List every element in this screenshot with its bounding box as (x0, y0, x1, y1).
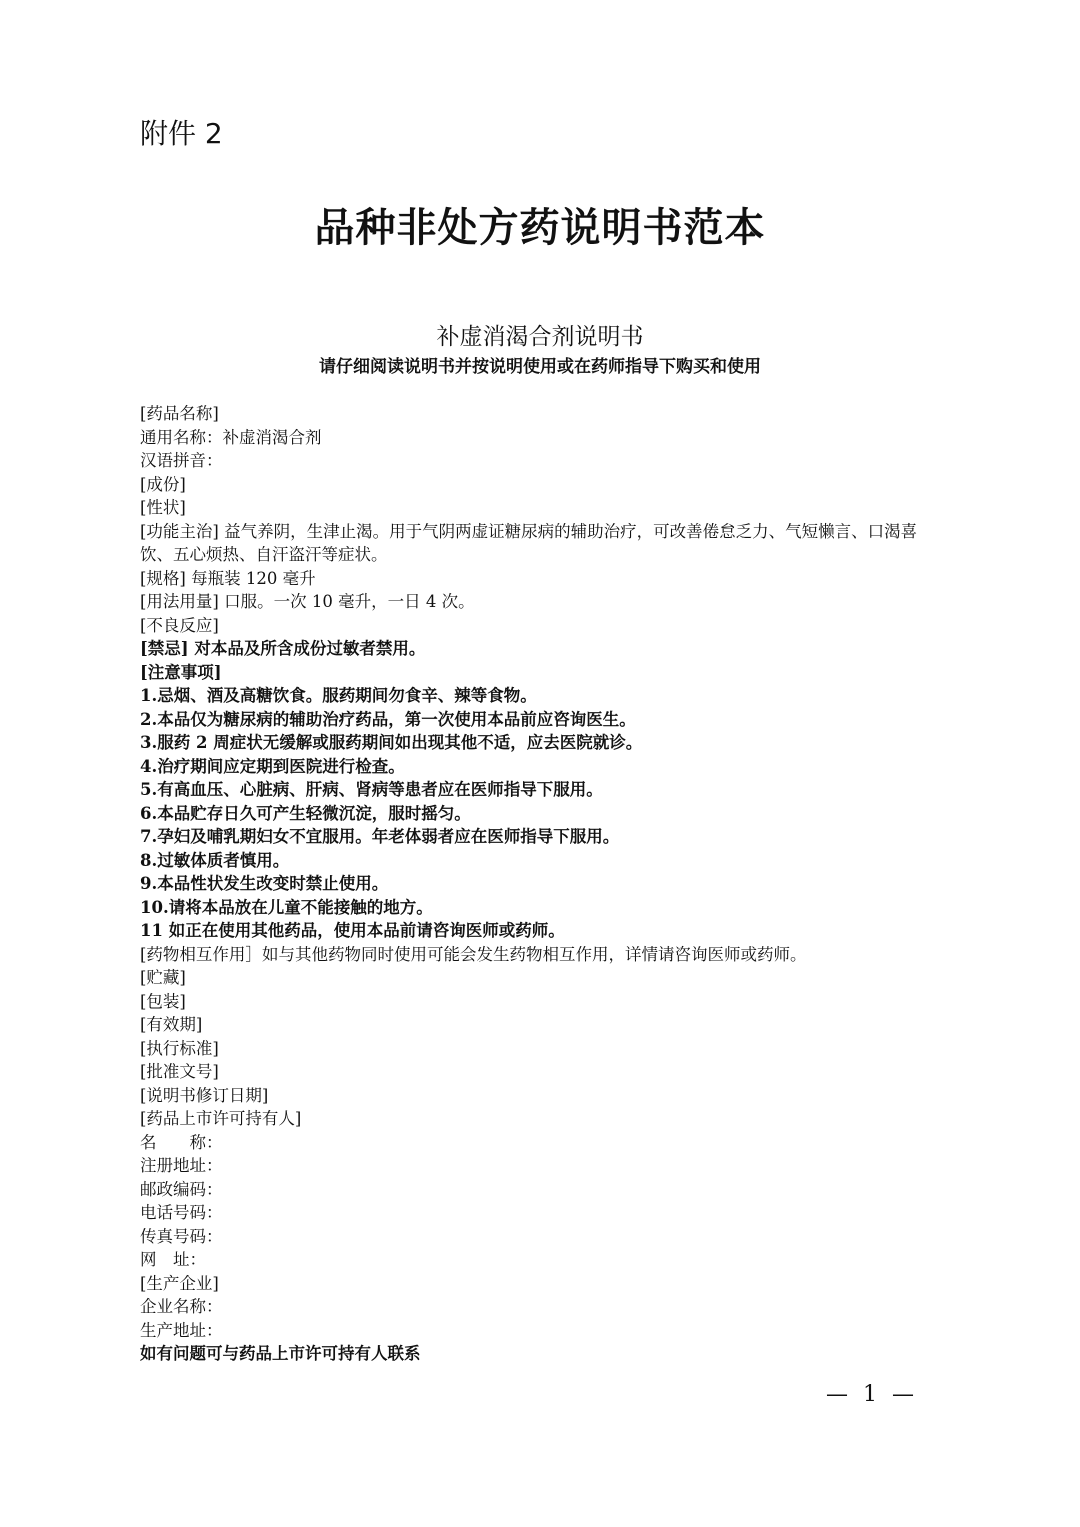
license-holder-label: [药品上市许可持有人] (140, 1109, 302, 1128)
storage-label: [贮藏] (140, 968, 186, 987)
interaction-label: [药物相互作用］ (140, 944, 262, 964)
usage-text: 口服。一次 10 毫升，一日 4 次。 (218, 592, 475, 611)
generic-name: 通用名称：补虚消渴合剂 (140, 427, 322, 447)
drug-name-label: [药品名称] (140, 404, 219, 423)
spec-text: 每瓶装 120 毫升 (185, 568, 316, 588)
usage-label: [用法用量] (140, 592, 219, 611)
precaution-item: 9.本品性状发生改变时禁止使用。 (140, 874, 389, 893)
interaction-text: 如与其他药物同时使用可能会发生药物相互作用，详情请咨询医师或药师。 (261, 944, 807, 964)
holder-phone: 电话号码： (140, 1203, 223, 1222)
ingredients-label: [成份] (140, 474, 186, 494)
precaution-item: 4.治疗期间应定期到医院进行检查。 (140, 756, 405, 776)
standard-label: [执行标准] (140, 1038, 219, 1058)
precaution-item: 6.本品贮存日久可产生轻微沉淀，服时摇匀。 (140, 803, 471, 823)
precaution-item: 8.过敏体质者慎用。 (140, 850, 290, 870)
contraindications (140, 637, 950, 661)
usage-dosage (140, 590, 950, 614)
holder-address: 注册地址： (140, 1156, 223, 1175)
page-number: — 1 — (826, 1382, 918, 1407)
manufacturer-address: 生产地址： (140, 1320, 223, 1340)
contact-note: 如有问题可与药品上市许可持有人联系 (140, 1344, 421, 1363)
precaution-item: 10.请将本品放在儿童不能接触的地方。 (140, 897, 433, 917)
manufacturer-name: 企业名称： (140, 1297, 223, 1316)
holder-postcode: 邮政编码： (140, 1179, 223, 1199)
indications-text: 益气养阴，生津止渴。用于气阴两虚证糖尿病的辅助治疗，可改善倦怠乏力、气短懒言、口渴喜饮、五心烦热、自汗盗汗等症状。 (140, 521, 918, 564)
page-title: 品种非处方药说明书范本 (314, 204, 766, 251)
holder-fax: 传真号码： (140, 1226, 223, 1246)
properties-label: [性状] (140, 498, 186, 517)
contra-text: 对本品及所含成份过敏者禁用。 (188, 639, 426, 658)
drug-interactions (140, 943, 950, 967)
package-label: [包装] (140, 991, 186, 1011)
revision-date-label: [说明书修订日期] (140, 1085, 269, 1105)
precaution-item: 2.本品仅为糖尿病的辅助治疗药品，第一次使用本品前应咨询医生。 (140, 709, 636, 729)
spec-label: [规格] (140, 568, 186, 588)
reading-notice: 请仔细阅读说明书并按说明使用或在药师指导下购买和使用 (319, 357, 761, 377)
precaution-item: 3.服药 2 周症状无缓解或服药期间如出现其他不适，应去医院就诊。 (140, 733, 643, 752)
precaution-item: 1.忌烟、酒及高糖饮食。服药期间勿食辛、辣等食物。 (140, 686, 537, 705)
manufacturer-label: [生产企业] (140, 1273, 219, 1293)
holder-website: 网 址： (140, 1250, 206, 1269)
attachment-label: 附件 2 (140, 117, 223, 150)
precaution-item: 5.有高血压、心脏病、肝病、肾病等患者应在医师指导下服用。 (140, 780, 603, 799)
precaution-item: 7.孕妇及哺乳期妇女不宜服用。年老体弱者应在医师指导下服用。 (140, 827, 620, 846)
adverse-reactions-label: [不良反应] (140, 615, 219, 635)
contra-label: [禁忌] (140, 639, 189, 658)
holder-name: 名 称： (140, 1132, 223, 1152)
specification (140, 567, 950, 591)
indications (140, 520, 950, 567)
document-body (140, 402, 950, 1366)
precaution-item: 11 如正在使用其他药品，使用本品前请咨询医师或药师。 (140, 921, 565, 940)
approval-label: [批准文号] (140, 1062, 219, 1081)
indications-label: [功能主治] (140, 521, 219, 541)
pinyin-name: 汉语拼音： (140, 451, 223, 470)
validity-label: [有效期] (140, 1015, 203, 1034)
precautions-label: [注意事项] (140, 662, 222, 682)
document-subtitle: 补虚消渴合剂说明书 (436, 324, 644, 350)
